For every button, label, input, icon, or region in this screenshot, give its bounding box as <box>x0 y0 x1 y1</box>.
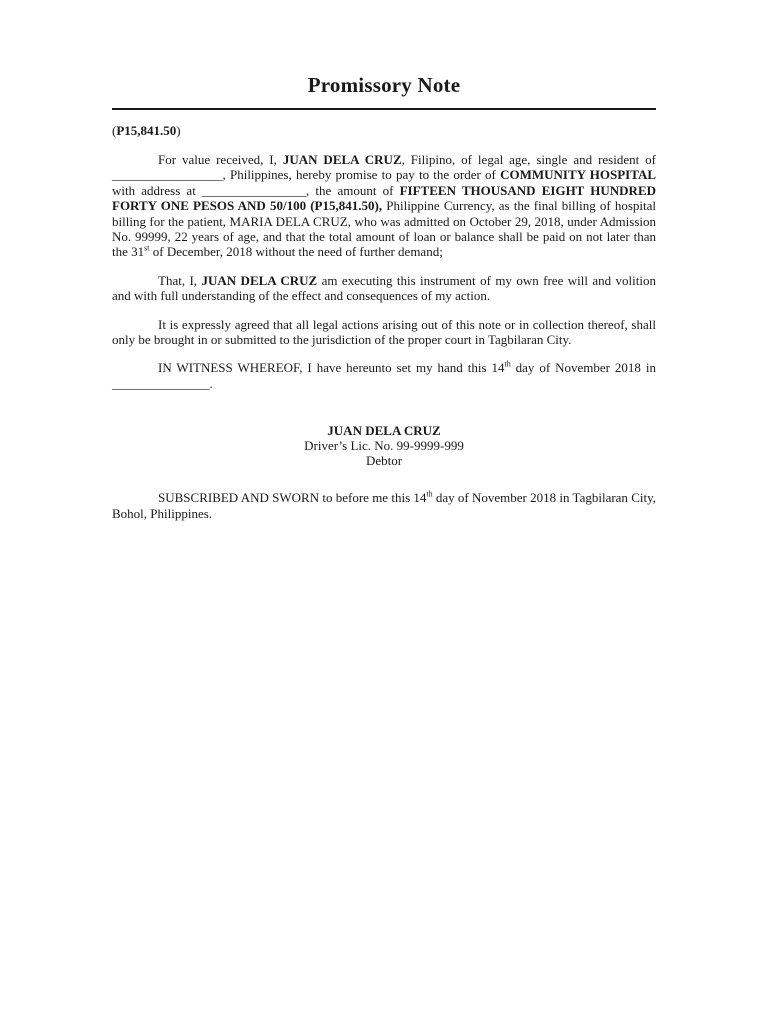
paragraph-free-will-text-1: That, I, <box>158 272 202 288</box>
creditor-name: COMMUNITY HOSPITAL <box>500 167 657 183</box>
paragraph-jurat <box>112 490 656 521</box>
paragraph-witness-text-1: IN WITNESS WHEREOF, I have hereunto set my hand this 14 <box>158 360 505 376</box>
signatory-name: JUAN DELA CRUZ <box>327 423 441 439</box>
amount-in-words: FIFTEEN THOUSAND EIGHT HUNDRED FORTY ONE PESOS AND 50/100 (P15,841.50), <box>112 182 657 214</box>
paragraph-witness <box>112 360 656 391</box>
paragraph-promise-text-3: with address at ________________, the amount of <box>112 182 400 198</box>
paragraph-jurisdiction: It is expressly agreed that all legal actions arising out of this note or in collection thereof, shall only be brought in or submitted to the jurisdiction of the proper court in Tagbilaran City. <box>112 316 656 348</box>
signatory-role: Debtor <box>365 453 403 469</box>
paragraph-witness-text-2: day of November 2018 in _______________. <box>112 360 656 391</box>
paragraph-promise-text-1: For value received, I, <box>158 152 283 167</box>
title-divider <box>112 108 656 110</box>
debtor-name: JUAN DELA CRUZ <box>282 152 402 167</box>
paragraph-jurat-text-2: day of November 2018 in Tagbilaran City, Bohol, Philippines. <box>112 490 656 521</box>
paragraph-jurat-text-1: SUBSCRIBED AND SWORN to before me this 14 <box>158 490 427 506</box>
debtor-name: JUAN DELA CRUZ <box>201 272 318 288</box>
document-page <box>112 0 656 521</box>
ordinal-suffix: th <box>426 489 433 499</box>
paragraph-free-will-text-2: am executing this instrument of my own free will and volition and with full understanding of the effect and consequences of my action. <box>112 272 657 304</box>
document-title: Promissory Note <box>307 73 461 97</box>
paragraph-promise-text-5: of December, 2018 without the need of further demand; <box>149 244 443 260</box>
amount-heading-close: ) <box>176 123 181 138</box>
signature-block <box>112 423 656 468</box>
paragraph-free-will <box>112 273 656 304</box>
amount-heading-open: ( <box>112 123 117 138</box>
paragraph-promise <box>112 152 656 260</box>
ordinal-suffix: st <box>144 244 150 254</box>
drivers-license: Driver’s Lic. No. 99-9999-999 <box>304 438 464 454</box>
paragraph-promise-text-4: Philippine Currency, as the final billing of hospital billing for the patient, MARIA DELA CRUZ, who was admitted on October 29, 2018, under Admission No. 99999, 22 years of age, and that the total amount of loan or balance shall be paid on not later than the 31 <box>112 198 657 260</box>
amount-heading-value: P15,841.50 <box>116 123 177 138</box>
paragraph-promise-text-2: , Filipino, of legal age, single and resident of _________________, Philippines, hereby promise to pay to the order of <box>112 152 656 183</box>
ordinal-suffix: th <box>504 360 511 370</box>
amount-heading <box>112 123 656 138</box>
